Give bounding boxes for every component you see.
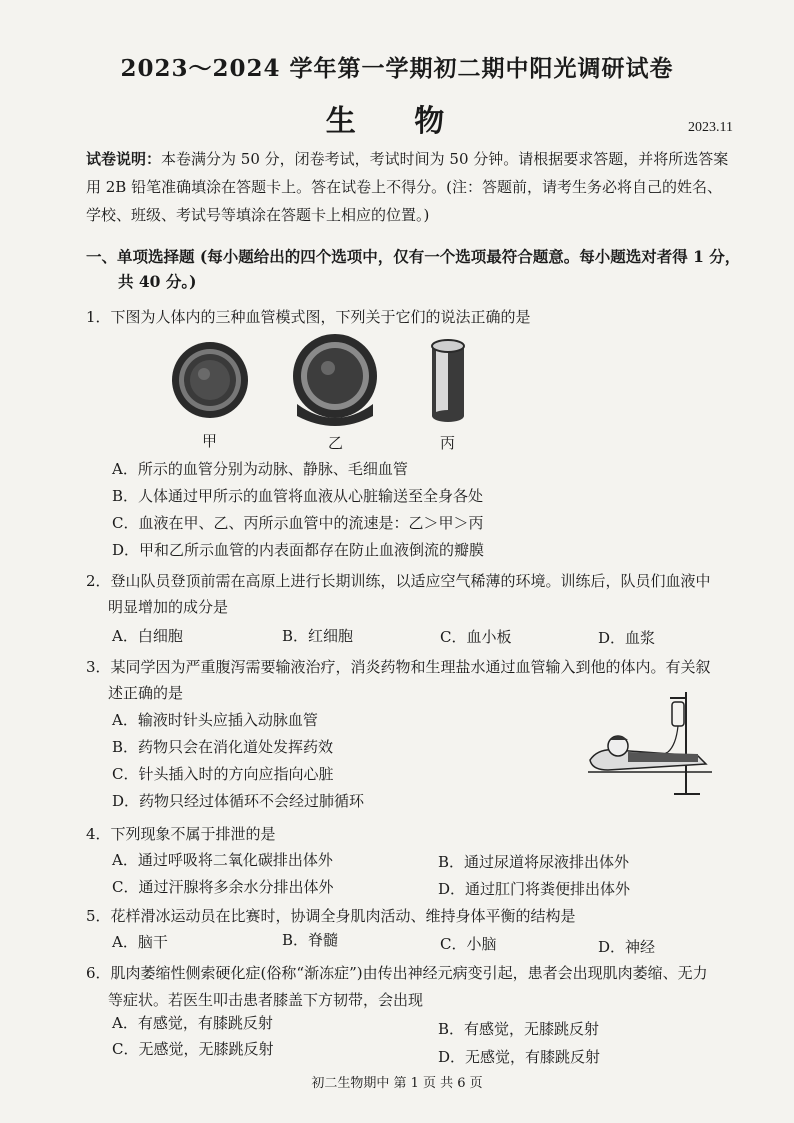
question-6-option-a[interactable]: A．有感觉，有膝跳反射 xyxy=(112,1014,273,1032)
question-3-option-b[interactable]: B．药物只会在消化道处发挥药效 xyxy=(112,738,334,756)
section-heading-line-2: 共 40 分。) xyxy=(118,272,197,291)
exam-date: 2023.11 xyxy=(688,120,733,135)
question-1-option-b[interactable]: B．人体通过甲所示的血管将血液从心脏输送至全身各处 xyxy=(112,487,484,505)
question-1-option-d[interactable]: D．甲和乙所示血管的内表面都存在防止血液倒流的瓣膜 xyxy=(112,541,485,559)
blood-vessel-figure xyxy=(170,332,490,428)
question-2-option-a[interactable]: A．白细胞 xyxy=(112,627,183,645)
page-footer: 初二生物期中 第 1 页 共 6 页 xyxy=(311,1076,483,1091)
question-4-stem: 4．下列现象不属于排泄的是 xyxy=(86,825,276,843)
exam-title: 2023～2024 学年第一学期初二期中阳光调研试卷 xyxy=(120,55,674,82)
figure-label-yi: 乙 xyxy=(328,434,344,452)
instructions-line-3: 学校、班级、考试号等填涂在答题卡上相应的位置。) xyxy=(86,206,430,224)
question-5-option-a[interactable]: A．脑干 xyxy=(112,933,168,951)
question-3-option-d[interactable]: D．药物只经过体循环不会经过肺循环 xyxy=(112,792,365,810)
capillary-diagram xyxy=(432,340,464,422)
question-5-option-b[interactable]: B．脊髓 xyxy=(282,931,339,949)
question-3-stem-line-1: 3．某同学因为严重腹泻需要输液治疗，消炎药物和生理盐水通过血管输入到他的体内。有关叙 xyxy=(86,658,711,676)
question-4-option-c[interactable]: C．通过汗腺将多余水分排出体外 xyxy=(112,878,334,896)
question-2-stem-line-1: 2．登山队员登顶前需在高原上进行长期训练，以适应空气稀薄的环境。训练后，队员们血液中 xyxy=(86,572,711,590)
question-5-option-d[interactable]: D．神经 xyxy=(598,938,656,956)
iv-drip-illustration xyxy=(588,690,718,802)
question-6-stem-line-1: 6．肌肉萎缩性侧索硬化症(俗称“渐冻症”)由传出神经元病变引起，患者会出现肌肉萎缩、无力 xyxy=(86,964,708,982)
question-3-option-c[interactable]: C．针头插入时的方向应指向心脏 xyxy=(112,765,334,783)
instructions-line-2: 用 2B 铅笔准确填涂在答题卡上。答在试卷上不得分。(注：答题前，请考生务必将自己的姓名、 xyxy=(86,178,722,196)
question-6-option-c[interactable]: C．无感觉，无膝跳反射 xyxy=(112,1040,274,1058)
question-4-option-b[interactable]: B．通过尿道将尿液排出体外 xyxy=(438,853,630,871)
figure-label-jia: 甲 xyxy=(202,432,218,450)
artery-diagram xyxy=(172,342,248,418)
question-3-option-a[interactable]: A．输液时针头应插入动脉血管 xyxy=(112,711,318,729)
question-5-option-c[interactable]: C．小脑 xyxy=(440,935,497,953)
figure-label-bing: 丙 xyxy=(440,434,456,452)
question-1-option-a[interactable]: A．所示的血管分别为动脉、静脉、毛细血管 xyxy=(112,460,408,478)
instructions-line-1: 试卷说明：本卷满分为 50 分，闭卷考试，考试时间为 50 分钟。请根据要求答题，并将所选答案 xyxy=(86,150,729,168)
question-3-stem-line-2: 述正确的是 xyxy=(108,684,184,702)
question-2-stem-line-2: 明显增加的成分是 xyxy=(108,598,229,616)
question-6-option-d[interactable]: D．无感觉，有膝跳反射 xyxy=(438,1048,601,1066)
question-6-option-b[interactable]: B．有感觉，无膝跳反射 xyxy=(438,1020,600,1038)
question-2-option-d[interactable]: D．血浆 xyxy=(598,629,656,647)
question-4-option-d[interactable]: D．通过肛门将粪便排出体外 xyxy=(438,880,631,898)
question-6-stem-line-2: 等症状。若医生叩击患者膝盖下方韧带，会出现 xyxy=(108,991,424,1009)
section-heading-line-1: 一、单项选择题 (每小题给出的四个选项中，仅有一个选项最符合题意。每小题选对者得 1 分， xyxy=(86,247,741,266)
question-1-stem: 1．下图为人体内的三种血管模式图，下列关于它们的说法正确的是 xyxy=(86,308,531,326)
instructions-label: 试卷说明： xyxy=(86,150,162,168)
question-1-option-c[interactable]: C．血液在甲、乙、丙所示血管中的流速是：乙＞甲＞丙 xyxy=(112,514,484,532)
question-4-option-a[interactable]: A．通过呼吸将二氧化碳排出体外 xyxy=(112,851,333,869)
subject-title: 生 物 xyxy=(325,104,469,139)
vein-diagram xyxy=(293,334,377,426)
question-2-option-b[interactable]: B．红细胞 xyxy=(282,627,354,645)
question-2-option-c[interactable]: C．血小板 xyxy=(440,628,512,646)
question-5-stem: 5．花样滑冰运动员在比赛时，协调全身肌肉活动、维持身体平衡的结构是 xyxy=(86,907,576,925)
